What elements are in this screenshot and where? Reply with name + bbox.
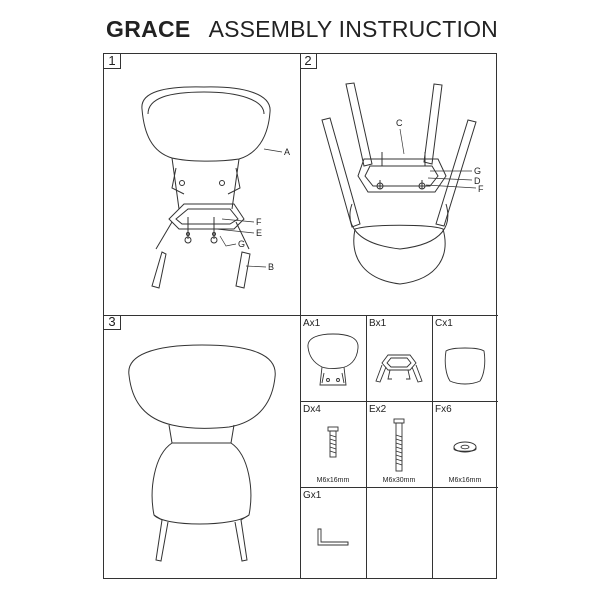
step-2-panel xyxy=(300,54,498,315)
callout-b: B xyxy=(268,262,275,272)
header xyxy=(106,16,498,50)
leg-frame-icon xyxy=(366,315,432,401)
part-label: Ex2 xyxy=(369,404,387,415)
seat-back-assembly-icon xyxy=(300,315,366,401)
step-number: 3 xyxy=(104,315,121,330)
part-size: M6x16mm xyxy=(448,477,482,484)
step-2-illustration xyxy=(300,54,498,315)
part-label: Gx1 xyxy=(303,490,322,501)
document-title: ASSEMBLY INSTRUCTION xyxy=(208,16,498,42)
part-g-cell xyxy=(300,487,366,580)
part-label: Ax1 xyxy=(303,318,321,329)
washer-icon xyxy=(432,401,498,487)
step-number: 1 xyxy=(104,54,121,69)
part-size: M6x30mm xyxy=(382,477,416,484)
step-1-illustration xyxy=(104,54,300,315)
step-number: 2 xyxy=(300,54,317,69)
callout-c: C xyxy=(396,118,403,128)
step-1-panel xyxy=(104,54,300,315)
callout-a: A xyxy=(284,147,291,157)
step-3-illustration xyxy=(104,315,300,580)
part-label: Fx6 xyxy=(435,404,452,415)
callout-e: E xyxy=(256,228,263,238)
part-f-cell xyxy=(432,401,498,487)
part-a-cell xyxy=(300,315,366,401)
part-label: Bx1 xyxy=(369,318,387,329)
step-3-panel xyxy=(104,315,300,580)
seat-cushion-icon xyxy=(432,315,498,401)
part-d-cell xyxy=(300,401,366,487)
part-e-cell xyxy=(366,401,432,487)
part-c-cell xyxy=(432,315,498,401)
bolt-long-icon xyxy=(366,401,432,487)
callout-f: F xyxy=(478,184,484,194)
instruction-sheet xyxy=(103,53,497,579)
part-label: Cx1 xyxy=(435,318,453,329)
part-size: M6x16mm xyxy=(316,477,350,484)
part-label: Dx4 xyxy=(303,404,321,415)
callout-g: G xyxy=(238,239,246,249)
callout-d: D xyxy=(474,176,481,186)
part-b-cell xyxy=(366,315,432,401)
allen-key-icon xyxy=(300,487,366,580)
callout-f: F xyxy=(256,217,262,227)
brand-name: GRACE xyxy=(106,16,191,42)
bolt-short-icon xyxy=(300,401,366,487)
callout-g: G xyxy=(474,166,482,176)
